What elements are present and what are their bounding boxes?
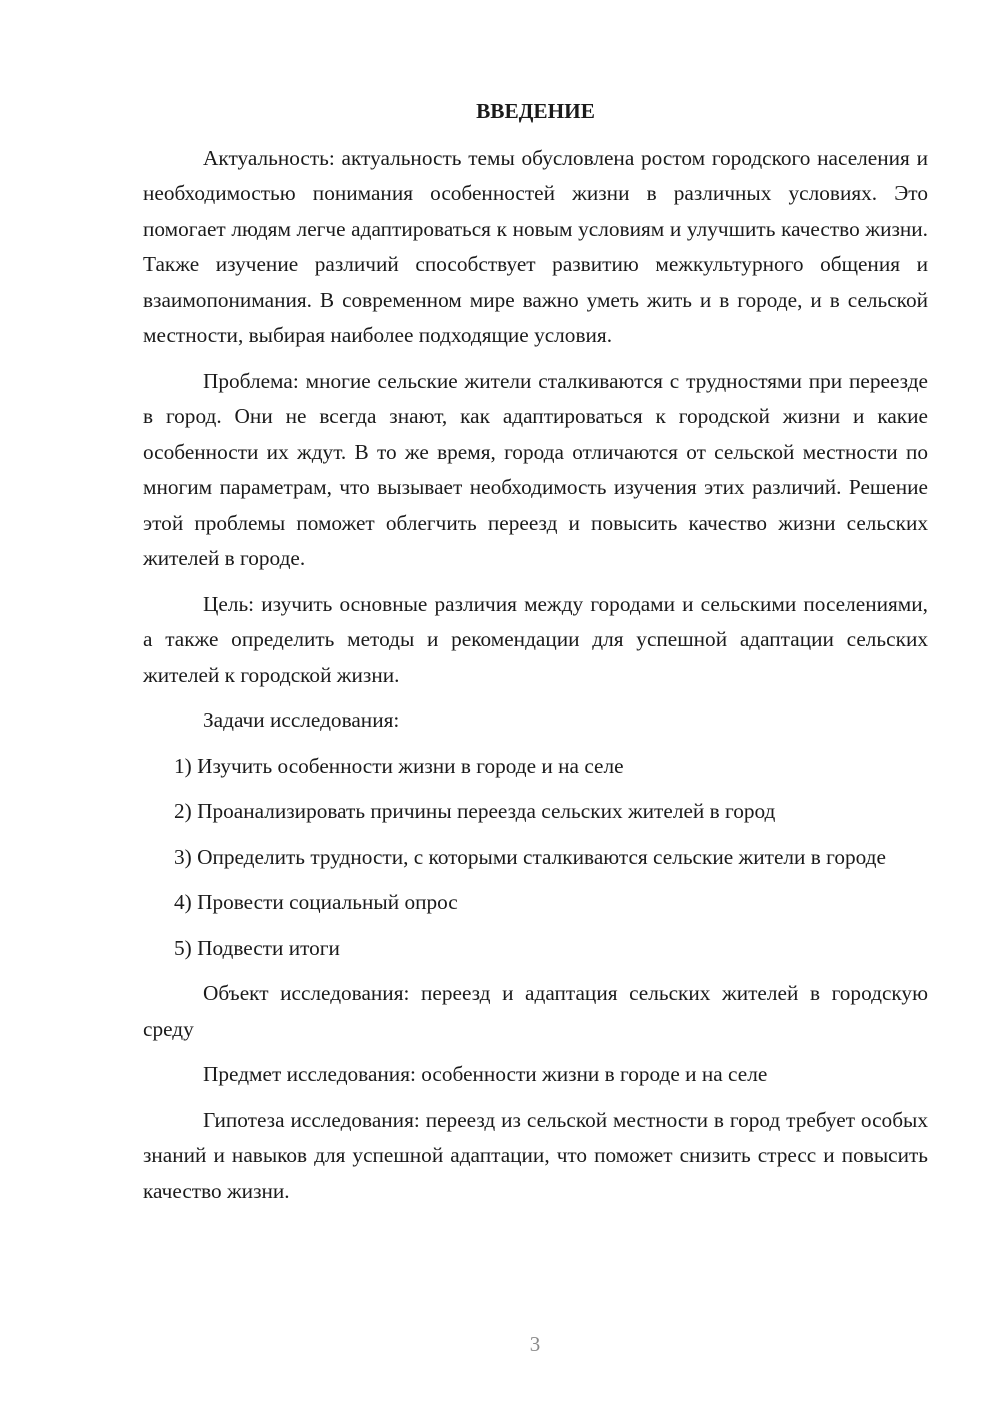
task-item: 5) Подвести итоги bbox=[174, 935, 340, 960]
task-item: 2) Проанализировать причины переезда сельских жителей в город bbox=[174, 799, 776, 823]
problem-paragraph: Проблема: многие сельские жители сталкиваются с трудностями при переезде в город. Они не всегда знают, как адаптироваться к городской жизни и какие особенности их ждут. В то же время, города отличаются от сельской местности по многим параметрам, что вызывает необходимость изучения этих различий. Решение этой проблемы поможет облегчить переезд и повысить качество жизни сельских жителей в городе. bbox=[143, 368, 928, 570]
research-subject-paragraph: Предмет исследования: особенности жизни в городе и на селе bbox=[203, 1062, 768, 1086]
relevance-paragraph: Актуальность: актуальность темы обусловлена ростом городского населения и необходимостью понимания особенностей жизни в различных условиях. Это помогает людям легче адаптироваться к новым условиям и улучшить качество жизни. Также изучение различий способствует развитию межкультурного общения и взаимопонимания. В современном мире важно уметь жить и в городе, и в сельской местности, выбирая наиболее подходящие условия. bbox=[143, 145, 928, 347]
goal-paragraph: Цель: изучить основные различия между городами и сельскими поселениями, а также определить методы и рекомендации для успешной адаптации сельских жителей к городской жизни. bbox=[143, 591, 928, 687]
research-object-paragraph: Объект исследования: переезд и адаптация сельских жителей в городскую среду bbox=[143, 981, 928, 1041]
document-body bbox=[143, 94, 928, 1219]
hypothesis-paragraph: Гипотеза исследования: переезд из сельской местности в город требует особых знаний и навыков для успешной адаптации, что поможет снизить стресс и повысить качество жизни. bbox=[143, 1107, 928, 1203]
task-item: 4) Провести социальный опрос bbox=[174, 890, 458, 914]
task-item: 3) Определить трудности, с которыми сталкиваются сельские жители в городе bbox=[174, 844, 886, 869]
task-item: 1) Изучить особенности жизни в городе и на селе bbox=[174, 753, 624, 778]
section-title: ВВЕДЕНИЕ bbox=[476, 99, 595, 123]
page-number: 3 bbox=[529, 1332, 541, 1356]
tasks-heading: Задачи исследования: bbox=[203, 708, 400, 732]
